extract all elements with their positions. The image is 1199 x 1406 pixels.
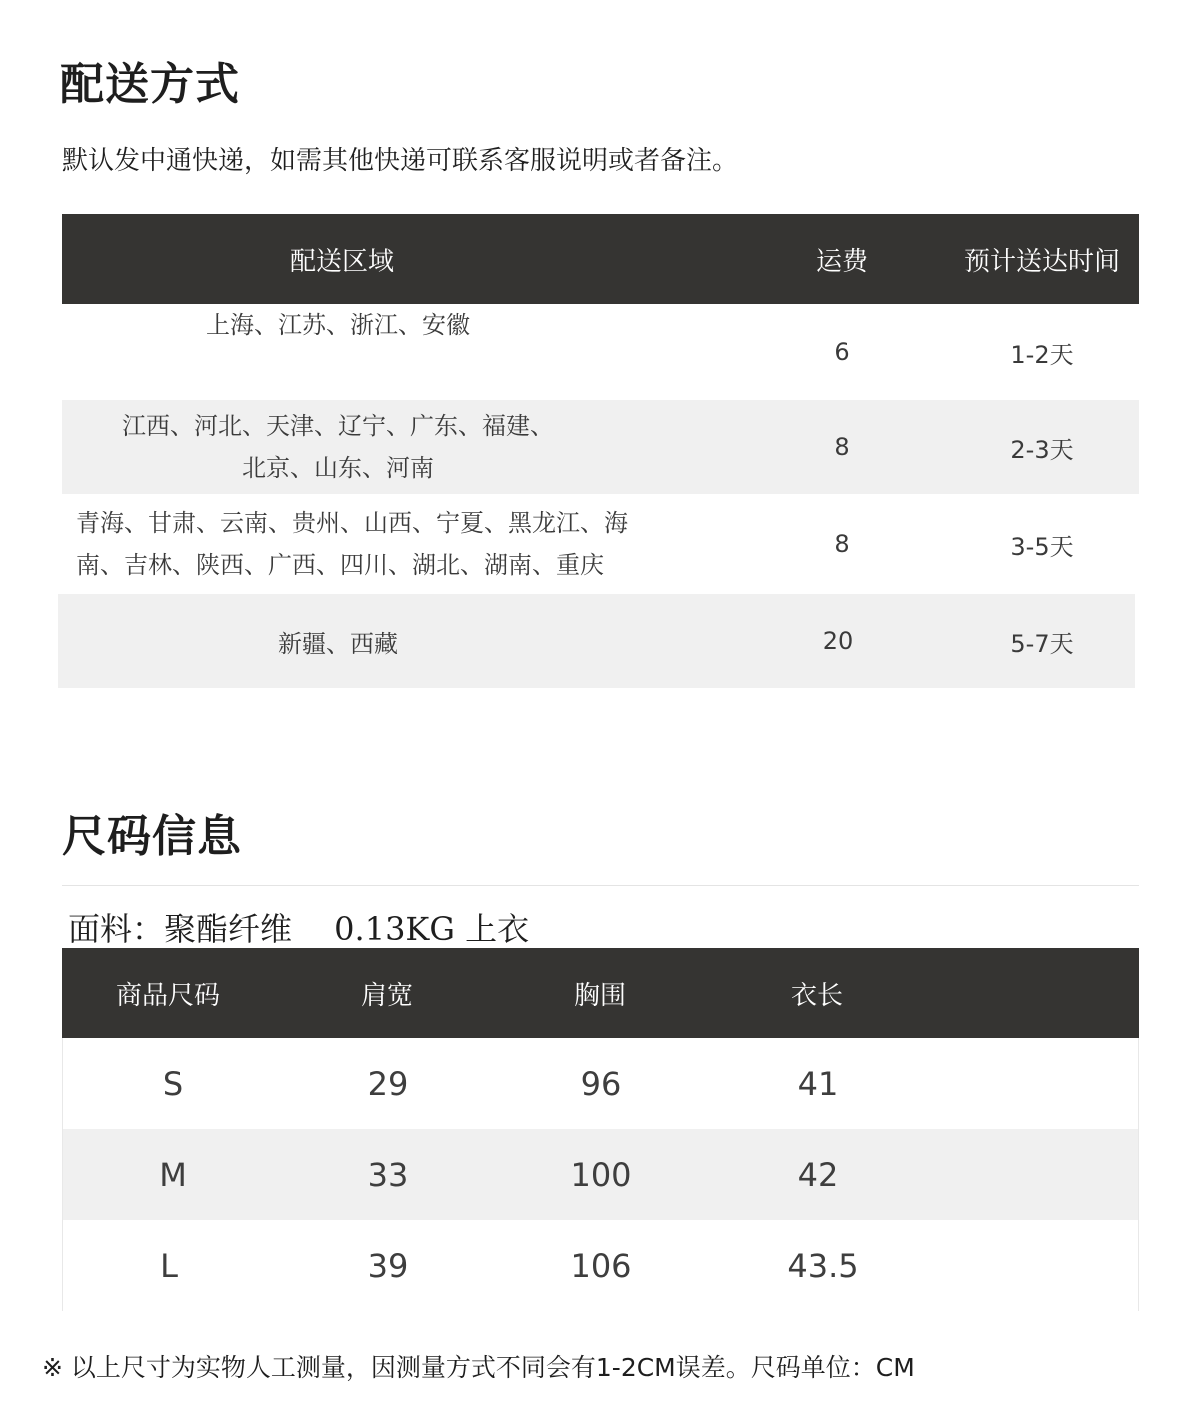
region-text: 上海、江苏、浙江、安徽 [206,311,470,339]
region-line: 江西、河北、天津、辽宁、广东、福建、 [122,412,554,440]
fee-cell: 6 [834,338,850,366]
length-cell: 42 [797,1155,839,1194]
header-chest: 胸围 [573,980,626,1011]
table-row [58,594,1135,688]
table-row [63,1129,1138,1220]
header-time: 预计送达时间 [963,246,1120,277]
fee-cell: 20 [822,627,854,655]
size-title: 尺码信息 [62,811,242,862]
region-line: 北京、山东、河南 [242,454,434,482]
length-cell: 41 [797,1064,839,1103]
shipping-title: 配送方式 [60,59,240,110]
header-fee: 运费 [815,246,868,277]
region-line: 青海、甘肃、云南、贵州、山西、宁夏、黑龙江、海 [76,509,628,537]
chest-cell: 100 [570,1155,632,1194]
section-divider [62,885,1139,886]
size-cell: M [159,1155,187,1194]
size-table [62,1038,1139,1311]
time-cell: 2-3天 [1010,435,1074,464]
table-row [62,494,1139,594]
measurement-footnote: ※ 以上尺寸为实物人工测量，因测量方式不同会有1-2CM误差。尺码单位：CM [42,1353,915,1382]
table-row [62,400,1139,494]
shipping-table-header [62,214,1139,304]
time-cell: 1-2天 [1010,340,1074,369]
region-cell: 新疆、西藏 [278,629,398,658]
region-cell [76,494,736,594]
region-cell [62,400,614,494]
shoulder-cell: 33 [367,1155,409,1194]
shipping-note: 默认发中通快递，如需其他快递可联系客服说明或者备注。 [62,146,739,176]
time-cell: 3-5天 [1010,532,1074,561]
header-length: 衣长 [790,980,843,1011]
region-cell [62,304,614,400]
length-cell: 43.5 [787,1246,859,1285]
shoulder-cell: 29 [367,1064,409,1103]
table-row [62,304,1139,400]
time-cell: 5-7天 [1010,629,1074,658]
material-line: 面料：聚酯纤维 0.13KG 上衣 [68,910,530,948]
region-line: 南、吉林、陕西、广西、四川、湖北、湖南、重庆 [76,551,604,579]
header-size: 商品尺码 [115,980,220,1011]
header-region: 配送区域 [289,246,394,277]
chest-cell: 106 [570,1246,632,1285]
chest-cell: 96 [580,1064,622,1103]
fee-cell: 8 [834,530,850,558]
shoulder-cell: 39 [367,1246,409,1285]
size-cell: S [162,1064,184,1103]
size-table-header [62,948,1139,1038]
header-shoulder: 肩宽 [360,980,413,1011]
table-row [63,1220,1138,1311]
table-row [63,1038,1138,1129]
size-cell: L [160,1246,178,1285]
fee-cell: 8 [834,433,850,461]
